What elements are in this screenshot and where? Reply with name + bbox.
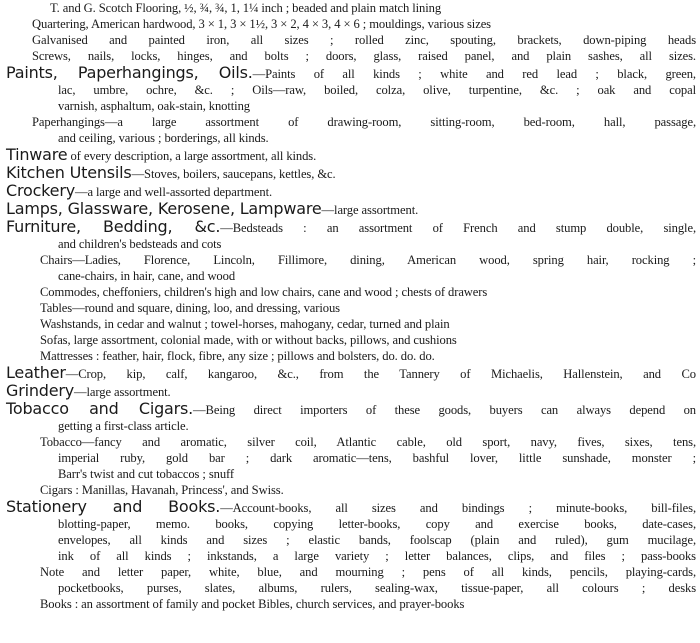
line-text: Sofas, large assortment, colonial made, with or without backs, pillows, and cushions [40, 333, 457, 347]
section-heading-line [2, 64, 696, 82]
catalogue-line [2, 284, 696, 300]
line-text: Mattresses : feather, hair, flock, fibre, any size ; pillows and bolsters, do. do. do. [40, 349, 435, 363]
line-text: of every description, a large assortment, all kinds. [67, 149, 317, 163]
line-text: pocketbooks, purses, slates, albums, rulers, sealing-wax, tissue-paper, all colours ; desks [58, 581, 696, 595]
line-text: —a large and well-assorted department. [74, 185, 273, 199]
section-heading-line [2, 164, 696, 182]
line-text: Galvanised and painted iron, all sizes ; rolled zinc, spouting, brackets, down-piping heads [32, 33, 696, 47]
section-heading-line [2, 200, 696, 218]
section-heading: Kitchen Utensils [6, 164, 132, 182]
catalogue-line [2, 300, 696, 316]
line-text: Barr's twist and cut tobaccos ; snuff [58, 467, 235, 481]
line-text: Commodes, cheffoniers, children's high and low chairs, cane and wood ; chests of drawers [40, 285, 488, 299]
line-text: —Stoves, boilers, saucepans, kettles, &c. [131, 167, 336, 181]
line-text: and children's bedsteads and cots [58, 237, 222, 251]
section-heading: Paints, Paperhangings, Oils. [6, 64, 253, 82]
catalogue-line [2, 82, 696, 98]
catalogue-line [2, 466, 696, 482]
line-text: Tobacco—fancy and aromatic, silver coil, Atlantic cable, old sport, navy, fives, sixes, tens, [40, 435, 696, 449]
section-heading-line [2, 364, 696, 382]
section-heading: Leather [6, 364, 66, 382]
line-text: —large assortment. [74, 385, 171, 399]
line-text: T. and G. Scotch Flooring, ½, ¾, ¾, 1, 1¼ inch ; beaded and plain match lining [50, 1, 442, 15]
catalogue-line [2, 596, 696, 612]
section-heading: Furniture, Bedding, &c. [6, 218, 221, 236]
line-text: —large assortment. [321, 203, 419, 217]
catalogue-line [2, 482, 696, 498]
section-heading-line [2, 182, 696, 200]
catalogue-line [2, 16, 696, 32]
line-text: —Crop, kip, calf, kangaroo, &c., from the Tannery of Michaelis, Hallenstein, and Co [65, 367, 696, 381]
catalogue-line [2, 548, 696, 564]
line-text: and ceiling, various ; borderings, all kinds. [58, 131, 269, 145]
catalogue-line [2, 450, 696, 466]
catalogue-line [2, 564, 696, 580]
line-text: Books : an assortment of family and pocket Bibles, church services, and prayer-books [40, 597, 465, 611]
line-text: Chairs—Ladies, Florence, Lincoln, Fillimore, dining, American wood, spring hair, rocking ; [40, 253, 696, 267]
section-heading: Lamps, Glassware, Kerosene, Lampware [6, 200, 322, 218]
line-text: blotting-paper, memo. books, copying letter-books, copy and exercise books, date-cases, [58, 517, 696, 531]
line-text: varnish, asphaltum, oak-stain, knotting [58, 99, 250, 113]
catalogue-line [2, 316, 696, 332]
line-text: Cigars : Manillas, Havanah, Princess', and Swiss. [40, 483, 284, 497]
section-heading-line [2, 382, 696, 400]
catalogue-line [2, 268, 696, 284]
section-heading: Grindery [6, 382, 75, 400]
catalogue-line [2, 532, 696, 548]
catalogue-line [2, 32, 696, 48]
catalogue-line [2, 48, 696, 64]
section-heading-line [2, 498, 696, 516]
section-heading-line [2, 400, 696, 418]
line-text: ink of all kinds ; inkstands, a large variety ; letter balances, clips, and files ; pass-books [58, 549, 696, 563]
line-text: Screws, nails, locks, hinges, and bolts ; doors, glass, raised panel, and plain sashes, all sizes. [32, 49, 696, 63]
catalogue-line [2, 98, 696, 114]
catalogue-line [2, 332, 696, 348]
line-text: lac, umbre, ochre, &c. ; Oils—raw, boiled, colza, olive, turpentine, &c. ; oak and copal [58, 83, 696, 97]
line-text: —Account-books, all sizes and bindings ; minute-books, bill-files, [220, 501, 696, 515]
catalogue-line [2, 418, 696, 434]
line-text: Quartering, American hardwood, 3 × 1, 3 × 1½, 3 × 2, 4 × 3, 4 × 6 ; mouldings, various sizes [32, 17, 491, 31]
section-heading: Tobacco and Cigars. [6, 400, 194, 418]
line-text: getting a first-class article. [58, 419, 189, 433]
catalogue-line [2, 516, 696, 532]
catalogue-line [2, 434, 696, 450]
line-text: cane-chairs, in hair, cane, and wood [58, 269, 236, 283]
catalogue-line [2, 0, 696, 16]
catalogue-line [2, 348, 696, 364]
line-text: Washstands, in cedar and walnut ; towel-horses, mahogany, cedar, turned and plain [40, 317, 450, 331]
line-text: envelopes, all kinds and sizes ; elastic bands, foolscap (plain and ruled), gum mucilage, [58, 533, 696, 547]
catalogue-line [2, 114, 696, 130]
section-heading: Crockery [6, 182, 75, 200]
line-text: Paperhangings—a large assortment of drawing-room, sitting-room, bed-room, hall, passage, [32, 115, 696, 129]
line-text: —Bedsteads : an assortment of French and stump double, single, [220, 221, 696, 235]
section-heading: Tinware [6, 146, 68, 164]
catalogue-line [2, 236, 696, 252]
catalogue-line [2, 130, 696, 146]
section-heading-line [2, 146, 696, 164]
line-text: imperial ruby, gold bar ; dark aromatic—tens, bashful lover, little sunshade, monster ; [58, 451, 696, 465]
catalogue-line [2, 580, 696, 596]
line-text: —Being direct importers of these goods, buyers can always depend on [193, 403, 696, 417]
line-text: —Paints of all kinds ; white and red lead ; black, green, [252, 67, 696, 81]
catalogue-line [2, 252, 696, 268]
section-heading-line [2, 218, 696, 236]
section-heading: Stationery and Books. [6, 498, 221, 516]
line-text: Note and letter paper, white, blue, and mourning ; pens of all kinds, pencils, playing-cards, [40, 565, 696, 579]
line-text: Tables—round and square, dining, loo, and dressing, various [40, 301, 340, 315]
